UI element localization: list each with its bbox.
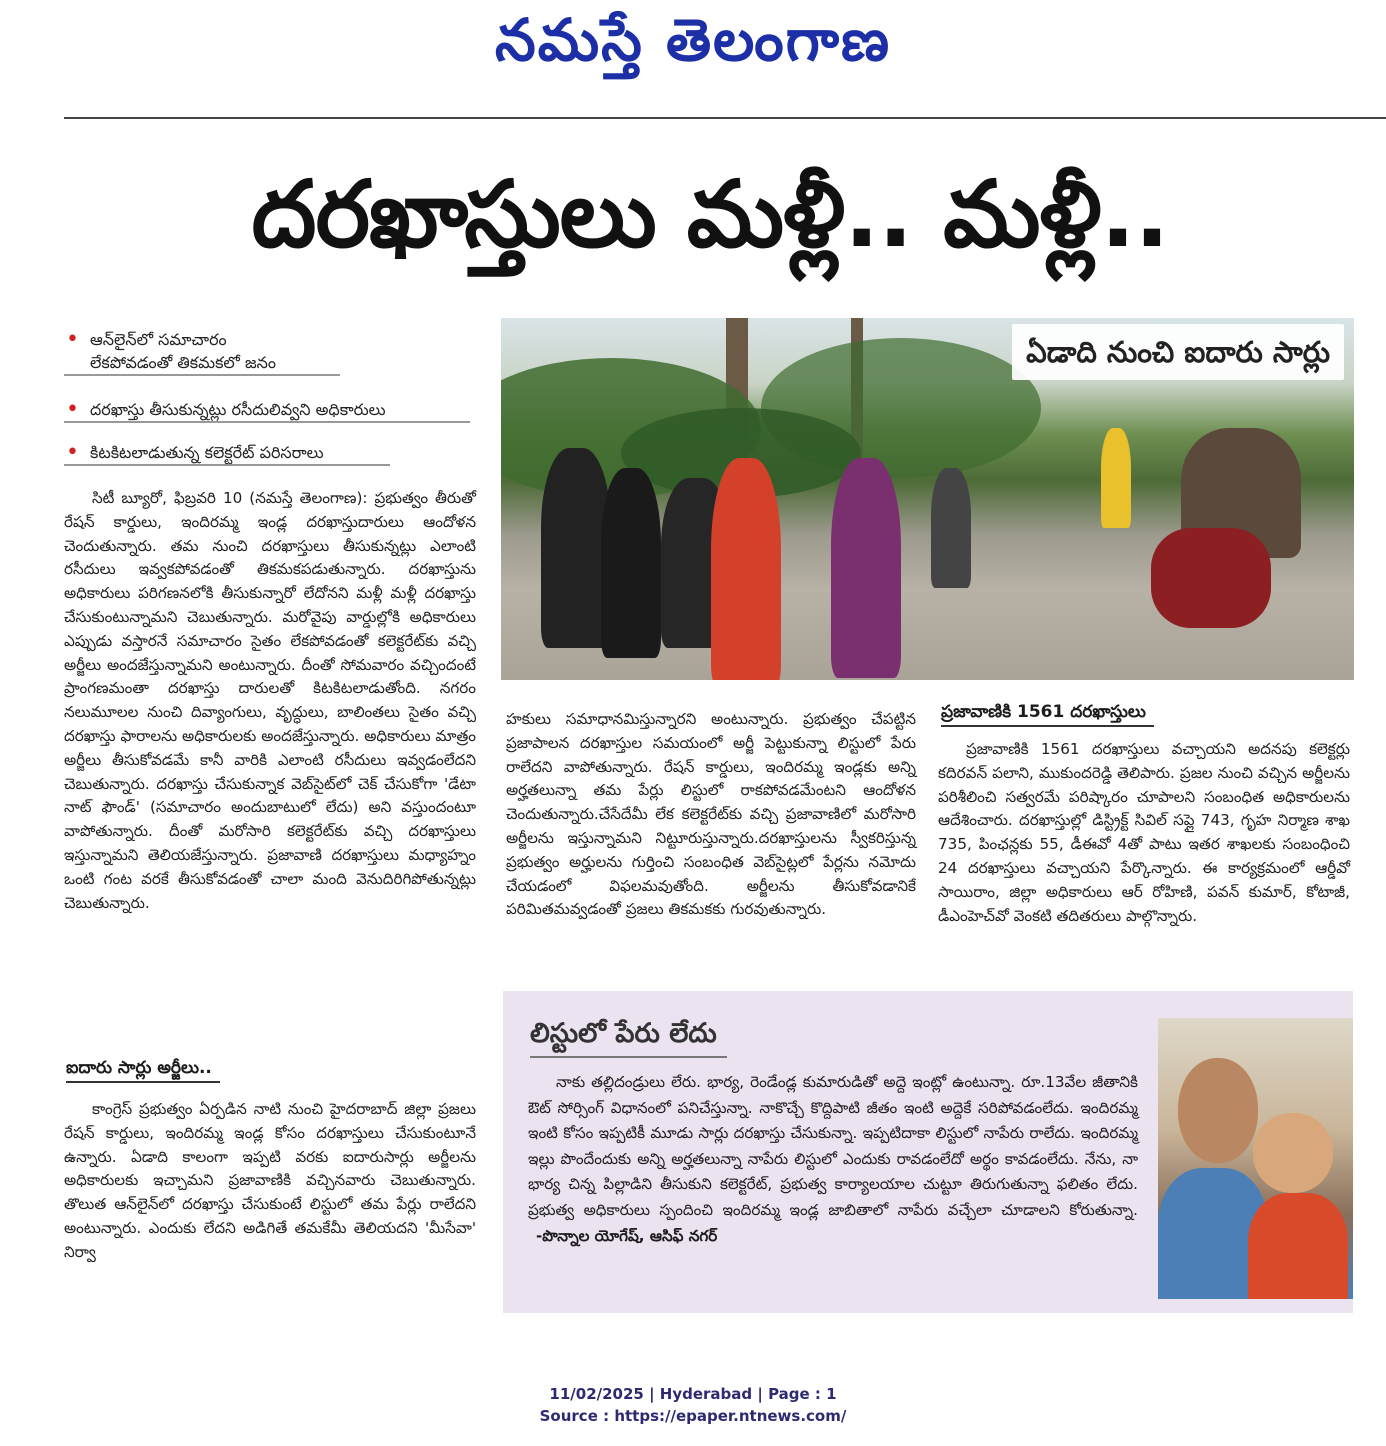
- section-subhead: ఐదారు సార్లు అర్జీలు..: [66, 1055, 220, 1083]
- article-paragraph: సిటీ బ్యూరో, ఫిబ్రవరి 10 (నమస్తే తెలంగాణ): ప్రభుత్వం తీరుతో రేషన్ కార్డులు, ఇందిరమ్మ ఇండ్ల దరఖాస్తుదారులు ఆందోళన చెందుతున్నారు. తమ నుంచి దరఖాస్తులు తీసుకున్నట్లు ఎలాంటి రసీదులు ఇవ్వకపోవడంతో తికమకపడుతున్నారు. దరఖాస్తును అధికారులు పరిగణనలోకి తీసుకున్నారో లేదోనని మళ్లీ మళ్లీ దరఖాస్తు చేసుకుంటున్నామని చెబుతున్నారు. మరోవైపు వార్డుల్లోకి అధికారులు ఎప్పుడు వస్తారనే సమాచారం సైతం లేకపోవడంతో కలెక్టరేట్‌కు వచ్చి అర్జీలు అందజేస్తున్నామని అంటున్నారు. దీంతో సోమవారం వచ్చిందంటే ప్రాంగణమంతా దరఖాస్తు దారులతో కిటకిటలాడుతోంది. నగరం నలుమూలల నుంచి దివ్యాంగులు, వృద్ధులు, బాలింతలు సైతం వచ్చి దరఖాస్తు ఫారాలను అధికారులకు అందజేస్తున్నారు. అధికారులు మాత్రం అర్జీలు తీసుకోవడమే కానీ వారికి ఎలాంటి రసీదులు ఇవ్వడంలేదని చెబుతున్నారు. దరఖాస్తు చేసుకున్నాక వెబ్‌సైట్‌లో చెక్ చేసుకోగా 'డేటా నాట్ ఫౌండ్' (సమాచారం అందుబాటులో లేదు) అని వస్తుందంటూ వాపోతున్నారు. దీంతో మరోసారి కలెక్టరేట్‌కు వచ్చి దరఖాస్తులు ఇస్తున్నామని తెలియజేస్తున్నారు. ప్రజావాణి దరఖాస్తులు మధ్యాహ్నం ఒంటి గంట వరకే తీసుకోవడంతో చాలా మంది వెనుదిరిగిపోతున్నట్లు చెబుతున్నారు.: [64, 489, 476, 912]
- bullet-dot-icon: •: [66, 327, 79, 352]
- bullet-text: కిటకిటలాడుతున్న కలెక్టరేట్ పరిసరాలు: [90, 443, 324, 462]
- bullet-point: [64, 398, 470, 423]
- article-paragraph: కాంగ్రెస్ ప్రభుత్వం ఏర్పడిన నాటి నుంచి హైదరాబాద్ జిల్లా ప్రజలు రేషన్ కార్డులు, ఇందిరమ్మ ఇండ్ల కోసం దరఖాస్తులు చేసుకుంటూనే ఉన్నారు. ఏడాది కాలంగా ఇప్పటి వరకు ఐదారుసార్లు అర్జీలను అధికారులకు ఇచ్చామని ప్రజావాణికి వచ్చినవారు చెబుతున్నారు. తొలుత ఆన్‌లైన్‌లో దరఖాస్తు చేసుకుంటే లిస్టులో తమ పేర్లు రాలేదని అంటున్నారు. ఎందుకు లేదని అడిగితే తమకేమీ తెలియదని 'మీసేవా' నిర్వా: [64, 1100, 476, 1261]
- bullet-text: దరఖాస్తు తీసుకున్నట్లు రసీదులివ్వని అధికారులు: [90, 400, 386, 419]
- article-column-1: [64, 487, 476, 915]
- headline: దరఖాస్తులు మళ్లీ.. మళ్లీ..: [251, 161, 1169, 268]
- bullet-point: [64, 328, 340, 376]
- article-column-3: [938, 738, 1350, 928]
- masthead-divider: [64, 117, 1386, 119]
- sidebar-box-title: లిస్టులో పేరు లేదు: [530, 1012, 727, 1058]
- photo-caption: ఏడాది నుంచి ఐదారు సార్లు: [1012, 324, 1344, 380]
- article-paragraph: ప్రజావాణికి 1561 దరఖాస్తులు వచ్చాయని అదనపు కలెక్టర్లు కదిరవన్ పలాని, ముకుందరెడ్డి తెలిపారు. ప్రజల నుంచి వచ్చిన అర్జీలను పరిశీలించి సత్వరమే పరిష్కారం చూపాలని సంబంధిత అధికారులను ఆదేశించారు. దరఖాస్తుల్లో డిస్ట్రిక్ట్ సివిల్ సప్లై 743, గృహ నిర్మాణ శాఖ 735, పింఛన్లకు 55, డీఈవో 4తో పాటు ఇతర శాఖలకు సంబంధించి 24 దరఖాస్తులు వచ్చాయని పేర్కొన్నారు. ఈ కార్యక్రమంలో ఆర్డీవో సాయిరాం, జిల్లా అధికారులు ఆర్ రోహిణి, పవన్ కుమార్, కోటాజీ, డీఎంహెచ్‌వో వెంకటి తదితరులు పాల్గొన్నారు.: [938, 740, 1350, 925]
- news-photo-crowd: [501, 318, 1354, 680]
- article-paragraph: హకులు సమాధానమిస్తున్నారని అంటున్నారు. ప్రభుత్వం చేపట్టిన ప్రజాపాలన దరఖాస్తుల సమయంలో అర్జీ పెట్టుకున్నా లిస్టులో పేరు రాలేదని వాపోతున్నారు. రేషన్ కార్డులు, ఇందిరమ్మ ఇండ్లకు అన్ని అర్హతలున్నా తమ పేర్లు లిస్టులో రాకపోవడమేంటని ఆందోళన చెందుతున్నారు.చేసేదేమీ లేక కలెక్టరేట్‌కు వచ్చి ప్రజావాణిలో మరోసారి అర్జీలను ఇస్తున్నామని నిట్టూరుస్తున్నారు.దరఖాస్తులను స్వీకరిస్తున్న ప్రభుత్వం అర్హులను గుర్తించి సంబంధిత వెబ్‌సైట్లలో పేర్లను నమోదు చేయడంలో విఫలమవుతోంది. అర్జీలను తీసుకోవడానికే పరిమితమవ్వడంతో ప్రజలు తికమకకు గురవుతున్నారు.: [506, 710, 916, 919]
- footer-source-link[interactable]: Source : https://epaper.ntnews.com/: [539, 1407, 847, 1425]
- footer-date-line: 11/02/2025 | Hyderabad | Page : 1: [549, 1385, 837, 1403]
- bullet-dot-icon: •: [66, 397, 79, 422]
- sidebar-box-text: [528, 1070, 1138, 1249]
- section-subhead: ప్రజావాణికి 1561 దరఖాస్తులు: [941, 699, 1154, 727]
- bullet-text: ఆన్‌లైన్‌లో సమాచారం లేకపోవడంతో తికమకలో జనం: [90, 330, 277, 372]
- quote-byline: -పొన్నాల యోగేష్, ఆసిఫ్ నగర్: [536, 1226, 718, 1245]
- quote-text: నాకు తల్లిదండ్రులు లేరు. భార్య, రెండేండ్ల కుమారుడితో అద్దె ఇంట్లో ఉంటున్నా. రూ.13వేల జీతానికి ఔట్ సోర్సింగ్ విధానంలో పనిచేస్తున్నా. నాకొచ్చే కొద్దిపాటి జీతం ఇంటి అద్దెకే సరిపోవడంలేదు. ఇందిరమ్మ ఇంటి కోసం ఇప్పటికీ మూడు సార్లు దరఖాస్తు చేసుకున్నా. ఇప్పటిదాకా లిస్టులో నాపేరు రాలేదు. ఇందిరమ్మ ఇల్లు పొందేందుకు అన్ని అర్హతలున్నా నాపేరు లిస్టులో ఎందుకు రావడంలేదో అర్థం కావడంలేదు. నేను, నా భార్య చిన్న పిల్లాడిని తీసుకుని కలెక్టరేట్, ప్రభుత్వ కార్యాలయాల చుట్టూ తిరుగుతున్నా ఫలితం లేదు. ప్రభుత్వ అధికారులు స్పందించి ఇందిరమ్మ ఇండ్ల జాబితాలో నాపేరు వచ్చేలా చూడాలని కోరుతున్నా.: [528, 1073, 1138, 1219]
- page-footer: [0, 1383, 1386, 1427]
- masthead-logo: నమస్తే తెలంగాణ: [495, 6, 891, 74]
- article-column-2: [506, 708, 916, 922]
- article-column-1-continued: [64, 1098, 476, 1265]
- portrait-photo: [1158, 1018, 1353, 1299]
- bullet-point: [64, 441, 390, 466]
- bullet-dot-icon: •: [66, 440, 79, 465]
